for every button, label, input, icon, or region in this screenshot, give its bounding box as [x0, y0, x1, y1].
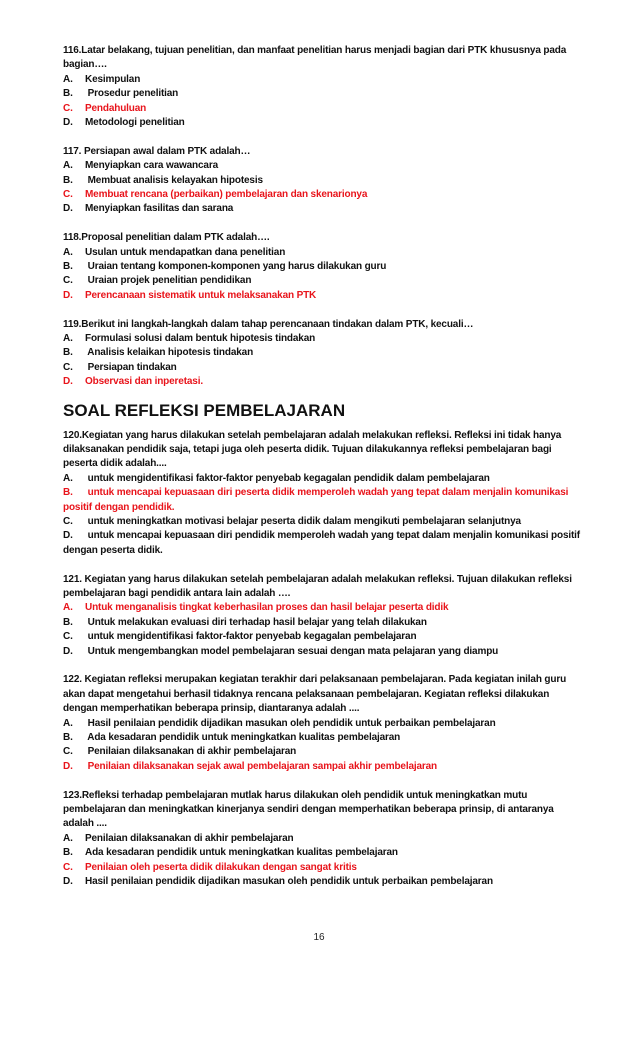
option-text: Ada kesadaran pendidik untuk meningkatkan kualitas pembelajaran — [85, 732, 401, 743]
answer-option-correct — [63, 102, 583, 116]
answer-option — [63, 87, 583, 101]
option-text: Hasil penilaian pendidik dijadikan masukan oleh pendidik untuk perbaikan pembelajaran — [85, 876, 493, 888]
option-letter: C. — [63, 861, 73, 873]
answer-option-correct — [63, 188, 583, 202]
section-heading: SOAL REFLEKSI PEMBELAJARAN — [63, 401, 346, 421]
option-letter: A. — [63, 333, 73, 345]
option-text: Penilaian dilaksanakan di akhir pembelajaran — [85, 832, 294, 844]
option-text: Membuat rencana (perbaikan) pembelajaran dan skenarionya — [85, 189, 368, 201]
question-block — [63, 673, 583, 774]
page-number: 16 — [313, 932, 325, 943]
option-letter: B. — [63, 732, 73, 743]
answer-option-correct — [63, 375, 583, 389]
question-block — [63, 573, 583, 659]
option-letter: B. — [63, 261, 73, 273]
option-text: Metodologi penelitian — [85, 117, 185, 129]
answer-option — [63, 846, 583, 860]
question-stem: 122. Kegiatan refleksi merupakan kegiatan terakhir dari pelaksanaan pembelajaran. Pada kegiatan inilah guru akan dapat mengetahui berhasil tidaknya rencana pelaksanaan pembelajaran. Kegiatan refleksi dilakukan dengan memperhatikan beberapa prinsip, diantaranya adalah .... — [63, 674, 567, 715]
option-letter: C. — [63, 102, 73, 114]
answer-option — [63, 731, 583, 745]
option-text: untuk meningkatkan motivasi belajar peserta didik dalam mengikuti pembelajaran selanjutnya — [85, 515, 521, 527]
question-group-bottom — [63, 429, 583, 890]
option-letter: B. — [63, 487, 73, 499]
answer-option-correct — [63, 861, 583, 875]
option-text: Penilaian dilaksanakan sejak awal pembelajaran sampai akhir pembelajaran — [85, 760, 438, 772]
answer-option — [63, 832, 583, 846]
option-text: Penilaian oleh peserta didik dilakukan dengan sangat kritis — [85, 861, 357, 873]
option-letter: A. — [63, 160, 73, 172]
option-letter: D. — [63, 289, 73, 301]
question-stem: 121. Kegiatan yang harus dilakukan setelah pembelajaran adalah melakukan refleksi. Tujuan dilakukan refleksi pembelajaran bagi pendidik antara lain adalah …. — [63, 573, 572, 599]
question-block — [63, 789, 583, 890]
option-letter: B. — [63, 347, 73, 359]
option-text: Usulan untuk mendapatkan dana penelitian — [85, 246, 286, 258]
option-letter: A. — [63, 832, 73, 844]
question-block — [63, 231, 583, 303]
question-stem: 120.Kegiatan yang harus dilakukan setelah pembelajaran adalah melakukan refleksi. Refleksi ini tidak hanya dilaksanakan pendidik saja, tetapi juga oleh peserta didik. Tujuan dilakukannya refleksi pembelajaran bagi peserta didik adalah.... — [63, 429, 562, 470]
option-letter: C. — [63, 189, 73, 201]
answer-option — [63, 274, 583, 288]
answer-option — [63, 332, 583, 346]
option-text: Kesimpulan — [85, 73, 141, 85]
option-letter: C. — [63, 275, 73, 287]
question-stem: 116.Latar belakang, tujuan penelitian, dan manfaat penelitian harus menjadi bagian dari PTK khususnya pada bagian…. — [63, 45, 567, 71]
answer-option-correct — [63, 601, 583, 615]
option-letter: C. — [63, 515, 73, 527]
answer-option — [63, 246, 583, 260]
option-text: Untuk melakukan evaluasi diri terhadap hasil belajar yang telah dilakukan — [85, 616, 427, 628]
option-letter: D. — [63, 203, 73, 215]
answer-option — [63, 515, 583, 529]
answer-option — [63, 361, 583, 375]
answer-option — [63, 159, 583, 173]
question-stem: 117. Persiapan awal dalam PTK adalah… — [63, 145, 251, 157]
answer-option — [63, 745, 583, 759]
answer-option — [63, 472, 583, 486]
option-text: Observasi dan inperetasi. — [85, 376, 203, 388]
option-text: Uraian projek penelitian pendidikan — [85, 275, 252, 287]
answer-option-correct — [63, 289, 583, 303]
answer-option — [63, 717, 583, 731]
question-block — [63, 145, 583, 217]
option-text: Perencanaan sistematik untuk melaksanakan PTK — [85, 289, 317, 301]
option-letter: C. — [63, 631, 73, 643]
option-text: Untuk mengembangkan model pembelajaran sesuai dengan mata pelajaran yang diampu — [85, 645, 499, 657]
answer-option-correct — [63, 760, 583, 774]
option-text: Formulasi solusi dalam bentuk hipotesis tindakan — [85, 333, 316, 345]
question-stem: 118.Proposal penelitian dalam PTK adalah…. — [63, 232, 270, 244]
answer-option — [63, 260, 583, 274]
option-text: untuk mencapai kepuasaan diri pendidik memperoleh wadah yang tepat dalam menjalin komunikasi positif dengan peserta didik. — [63, 530, 580, 556]
question-group-top — [63, 44, 583, 390]
option-text: Pendahuluan — [85, 102, 147, 114]
answer-option — [63, 174, 583, 188]
option-letter: B. — [63, 174, 73, 186]
question-block — [63, 429, 583, 559]
option-letter: D. — [63, 117, 73, 129]
option-text: Uraian tentang komponen-komponen yang harus dilakukan guru — [85, 261, 387, 273]
option-letter: A. — [63, 602, 73, 614]
option-letter: B. — [63, 847, 73, 859]
option-text: Membuat analisis kelayakan hipotesis — [85, 174, 263, 186]
answer-option — [63, 202, 583, 216]
option-text: Ada kesadaran pendidik untuk meningkatkan kualitas pembelajaran — [85, 847, 398, 859]
option-letter: D. — [63, 376, 73, 388]
option-letter: D. — [63, 645, 73, 657]
option-letter: B. — [63, 88, 73, 100]
option-text: Penilaian dilaksanakan di akhir pembelajaran — [85, 746, 297, 758]
answer-option-correct — [63, 486, 583, 515]
answer-option — [63, 630, 583, 644]
option-letter: A. — [63, 472, 73, 484]
answer-option — [63, 73, 583, 87]
answer-option — [63, 875, 583, 889]
answer-option — [63, 529, 583, 558]
document-page — [63, 44, 583, 904]
option-letter: A. — [63, 246, 73, 258]
option-text: Menyiapkan cara wawancara — [85, 160, 218, 172]
option-letter: A. — [63, 717, 73, 729]
option-text: Analisis kelaikan hipotesis tindakan — [85, 347, 254, 359]
option-text: untuk mengidentifikasi faktor-faktor penyebab kegagalan pendidik dalam pembelajaran — [85, 472, 490, 484]
option-letter: B. — [63, 616, 73, 628]
option-letter: C. — [63, 361, 73, 373]
question-stem: 123.Refleksi terhadap pembelajaran mutlak harus dilakukan oleh pendidik untuk meningkatkan mutu pembelajaran dan meningkatkan kinerjanya sendiri dengan memperhatikan beberapa prinsip, di antaranya adalah .... — [63, 789, 554, 830]
option-text: Menyiapkan fasilitas dan sarana — [85, 203, 234, 215]
option-text: Hasil penilaian pendidik dijadikan masukan oleh pendidik untuk perbaikan pembelajaran — [85, 717, 496, 729]
option-text: untuk mencapai kepuasaan diri peserta didik memperoleh wadah yang tepat dalam menjalin komunikasi positif dengan pendidik. — [63, 487, 569, 513]
question-stem: 119.Berikut ini langkah-langkah dalam tahap perencanaan tindakan dalam PTK, kecuali… — [63, 318, 474, 330]
option-text: untuk mengidentifikasi faktor-faktor penyebab kegagalan pembelajaran — [85, 631, 417, 643]
option-letter: D. — [63, 760, 73, 772]
answer-option — [63, 346, 583, 360]
answer-option — [63, 116, 583, 130]
answer-option — [63, 645, 583, 659]
option-letter: A. — [63, 73, 73, 85]
option-letter: D. — [63, 530, 73, 542]
option-letter: C. — [63, 746, 73, 758]
option-text: Prosedur penelitian — [85, 88, 179, 100]
question-block — [63, 318, 583, 390]
option-text: Untuk menganalisis tingkat keberhasilan proses dan hasil belajar peserta didik — [85, 602, 449, 614]
option-text: Persiapan tindakan — [85, 361, 177, 373]
question-block — [63, 44, 583, 130]
answer-option — [63, 616, 583, 630]
option-letter: D. — [63, 876, 73, 888]
